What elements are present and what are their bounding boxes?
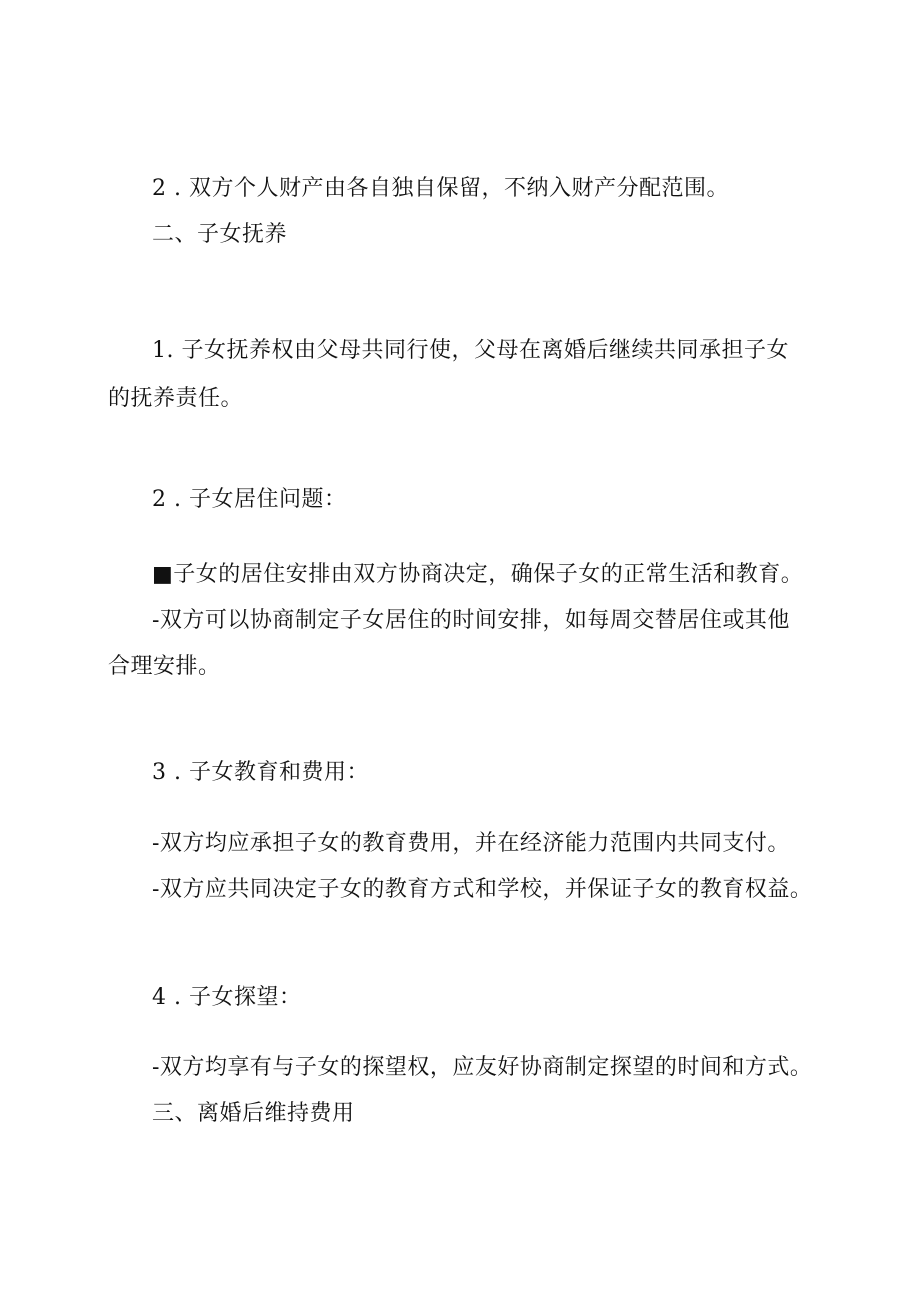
text-line-property-item-2: 2 . 双方个人财产由各自独自保留，不纳入财产分配范围。 [152, 176, 729, 201]
text-line-education-bullet-1: -双方均应承担子女的教育费用，并在经济能力范围内共同支付。 [152, 831, 790, 856]
text-line-custody-item-1: 1. 子女抚养权由父母共同行使，父母在离婚后继续共同承担子女 [152, 338, 789, 363]
text-line-custody-item-1-cont: 的抚养责任。 [108, 386, 244, 411]
subheading-residence: 2 . 子女居住问题： [152, 487, 347, 512]
section-heading-child-support: 二、子女抚养 [152, 222, 288, 247]
section-heading-post-divorce-costs: 三、离婚后维持费用 [152, 1101, 355, 1126]
text-line-residence-bullet-1: ■子女的居住安排由双方协商决定，确保子女的正常生活和教育。 [152, 562, 804, 587]
text-line-education-bullet-2: -双方应共同决定子女的教育方式和学校，并保证子女的教育权益。 [152, 877, 813, 902]
subheading-education: 3 . 子女教育和费用： [152, 760, 369, 785]
text-line-residence-bullet-2-cont: 合理安排。 [108, 654, 221, 679]
text-line-visitation-bullet-1: -双方均享有与子女的探望权，应友好协商制定探望的时间和方式。 [152, 1055, 813, 1080]
subheading-visitation: 4 . 子女探望： [152, 985, 302, 1010]
text-line-residence-bullet-2: -双方可以协商制定子女居住的时间安排，如每周交替居住或其他 [152, 608, 790, 633]
